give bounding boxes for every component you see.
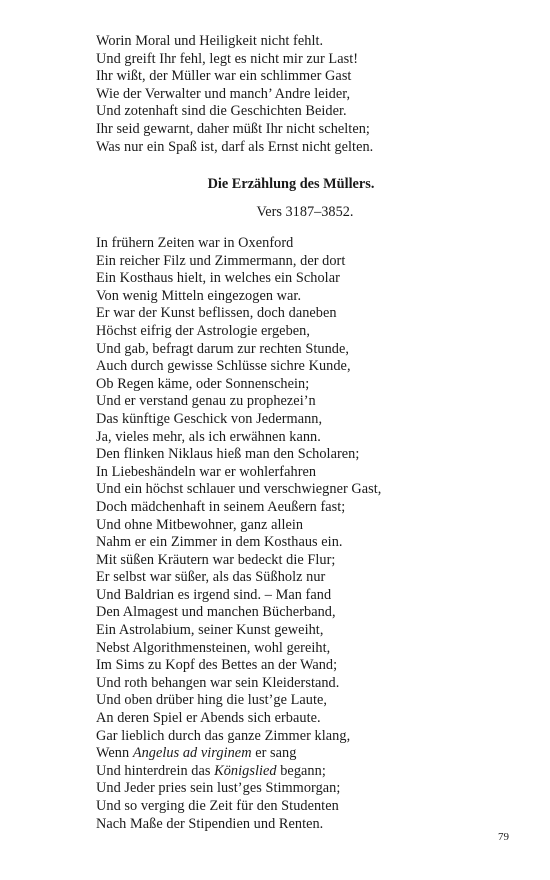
story-verse-block	[96, 235, 516, 833]
verse-line: Ein Astrolabium, seiner Kunst geweiht,	[96, 622, 324, 639]
verse-line: Das künftige Geschick von Jedermann,	[96, 410, 323, 427]
verse-line: Höchst eifrig der Astrologie ergeben,	[96, 322, 310, 339]
verse-line: Und so verging die Zeit für den Studenten	[96, 798, 339, 814]
verse-text: Wenn	[96, 745, 133, 762]
page-number: 79	[498, 831, 509, 843]
verse-line: Und Jeder pries sein lust’ges Stimmorgan;	[96, 780, 341, 797]
verse-line: Den flinken Niklaus hieß man den Scholaren;	[96, 446, 360, 463]
verse-line: In Liebeshändeln war er wohlerfahren	[96, 463, 317, 480]
verse-text: er sang	[251, 745, 297, 762]
verse-line-angelus	[96, 745, 516, 763]
verse-line: Den Almagest und manchen Bücherband,	[96, 604, 336, 621]
verse-line: Gar lieblich durch das ganze Zimmer klang,	[96, 727, 351, 744]
verse-line: Ja, vieles mehr, als ich erwähnen kann.	[96, 428, 321, 445]
verse-text: Und hinterdrein das	[96, 762, 215, 779]
verse-line: Auch durch gewisse Schlüsse sichre Kunde,	[96, 358, 351, 375]
verse-line: Und oben drüber hing die lust’ge Laute,	[96, 692, 328, 709]
verse-line: Und greift Ihr fehl, legt es nicht mir zur Last!	[96, 50, 359, 67]
section-heading: Die Erzählung des Müllers.	[207, 176, 375, 192]
verse-line: Nebst Algorithmensteinen, wohl gereiht,	[96, 639, 331, 656]
verse-line: Und Baldrian es irgend sind. – Man fand	[96, 586, 332, 603]
verse-line: Was nur ein Spaß ist, darf als Ernst nicht gelten.	[96, 138, 374, 155]
verse-line: Nahm er ein Zimmer in dem Kosthaus ein.	[96, 534, 343, 551]
verse-line: Ein reicher Filz und Zimmermann, der dort	[96, 252, 346, 269]
italic-title: Angelus ad virginem	[132, 745, 252, 762]
verse-line: Er war der Kunst beflissen, doch daneben	[96, 305, 337, 322]
italic-title: Königslied	[214, 762, 277, 779]
verse-line: Ein Kosthaus hielt, in welches ein Scholar	[96, 270, 340, 287]
verse-line: Ob Regen käme, oder Sonnenschein;	[96, 375, 310, 392]
verse-line: Ihr wißt, der Müller war ein schlimmer Gast	[96, 68, 352, 85]
verse-line: Nach Maße der Stipendien und Renten.	[96, 815, 324, 832]
intro-verse-block	[96, 33, 516, 156]
verse-line: Und gab, befragt darum zur rechten Stunde,	[96, 340, 349, 357]
verse-line: Wie der Verwalter und manch’ Andre leider,	[96, 85, 351, 102]
verse-line: In frühern Zeiten war in Oxenford	[96, 235, 294, 251]
verse-line: Er selbst war süßer, als das Süßholz nur	[96, 569, 326, 586]
verse-line-koenigslied	[96, 763, 516, 781]
verse-line: Doch mädchenhaft in seinem Aeußern fast;	[96, 498, 346, 515]
verse-line: Mit süßen Kräutern war bedeckt die Flur;	[96, 551, 336, 568]
verse-line: Und ohne Mitbewohner, ganz allein	[96, 516, 304, 533]
verse-line: Und ein höchst schlauer und verschwiegner Gast,	[96, 481, 382, 498]
verse-line: Ihr seid gewarnt, daher müßt Ihr nicht schelten;	[96, 120, 370, 137]
verse-line: Und roth behangen war sein Kleiderstand.	[96, 674, 340, 691]
verse-text: begann;	[276, 762, 326, 779]
verse-line: Von wenig Mitteln eingezogen war.	[96, 287, 302, 304]
verse-reference: Vers 3187–3852.	[256, 204, 354, 220]
verse-line: Und zotenhaft sind die Geschichten Beider.	[96, 103, 347, 120]
verse-line: Worin Moral und Heiligkeit nicht fehlt.	[96, 33, 324, 49]
verse-line: Und er verstand genau zu prophezei’n	[96, 393, 316, 410]
verse-line: Im Sims zu Kopf des Bettes an der Wand;	[96, 657, 338, 674]
verse-line: An deren Spiel er Abends sich erbaute.	[96, 710, 321, 727]
